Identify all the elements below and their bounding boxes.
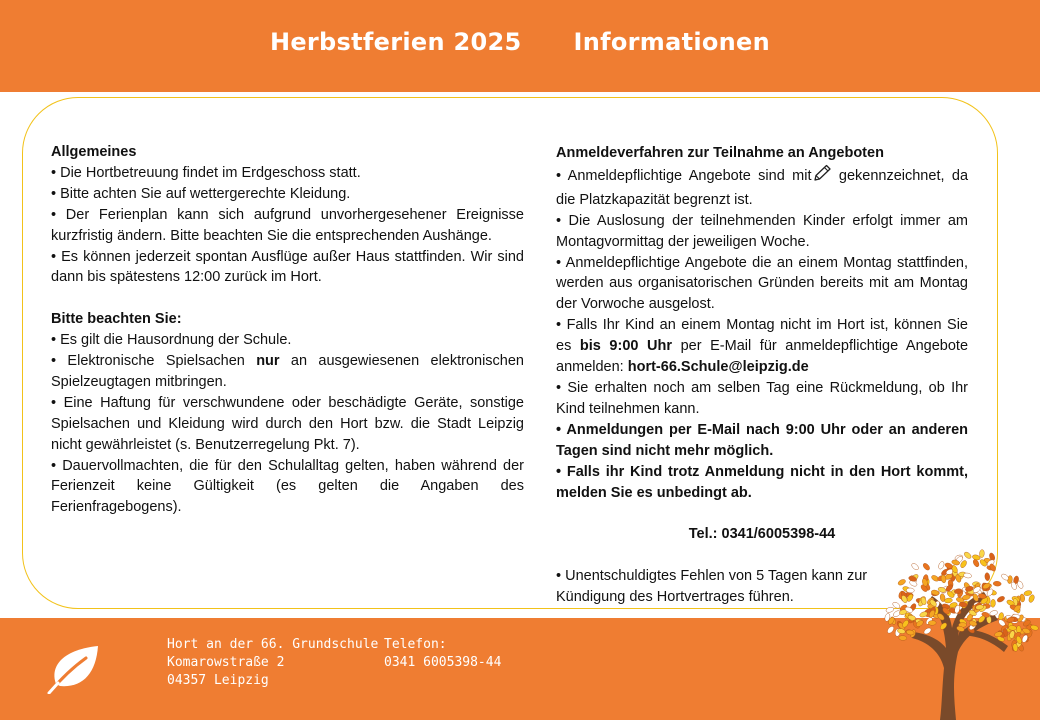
phone-label: Telefon: (384, 637, 447, 652)
tree-leaf (963, 572, 972, 578)
address-line: 04357 Leipzig (167, 673, 269, 688)
title-herbstferien: Herbstferien 2025 (269, 28, 522, 56)
paragraph (556, 315, 968, 378)
title-informationen: Informationen (573, 28, 771, 56)
text-run: • Elektronische Spielsachen (51, 353, 257, 370)
tree-leaf (944, 598, 953, 604)
tree-leaf (897, 578, 906, 586)
right-column (556, 143, 968, 608)
paragraph: • Bitte achten Sie auf wettergerechte Kleidung. (51, 185, 351, 202)
tree-leaf (989, 610, 998, 617)
footer-phone (384, 636, 501, 672)
autumn-tree-illustration (870, 548, 1040, 725)
pencil-icon (812, 164, 832, 190)
tree-leaf (928, 620, 936, 625)
heading-allgemeines: Allgemeines (51, 144, 137, 160)
telephone-number: Tel.: 0341/6005398-44 (688, 526, 836, 543)
text-run: an ausgewiesenen elektronischen Spielzeugtagen mitbringen. (51, 353, 525, 390)
leaf-icon (46, 640, 102, 699)
text-run: per E-Mail für anmeldepflichtige Angebote anmelden: (556, 338, 969, 376)
paragraph: • Es können jederzeit spontan Ausflüge außer Haus stattfinden. Wir sind dann bis spätestens 12:00 zurück im Hort. (51, 248, 524, 286)
tree-leaf (937, 561, 945, 570)
page-title (0, 28, 1040, 56)
tree-leaf (911, 562, 920, 571)
tree-leaf (923, 627, 932, 636)
paragraph (556, 164, 968, 211)
paragraph: • Dauervollmachten, die für den Schulalltag gelten, haben während der Ferienzeit keine Gültigkeit (es gelten die Angaben des Ferienfragebogens). (51, 457, 524, 516)
footer-address (167, 636, 378, 690)
heading-anmeldeverfahren: Anmeldeverfahren zur Teilnahme an Angeboten (556, 145, 884, 161)
text-run: • Falls Ihr Kind an einem Montag nicht im Hort ist, können Sie es (556, 317, 968, 355)
phone-number: 0341 6005398-44 (384, 655, 502, 670)
paragraph: • Die Hortbetreuung findet im Erdgeschoss statt. (51, 164, 361, 181)
paragraph: • Sie erhalten noch am selben Tag eine Rückmeldung, ob Ihr Kind teilnehmen kann. (556, 379, 968, 417)
heading-bitte-beachten: Bitte beachten Sie: (51, 311, 182, 328)
tree-leaf (963, 551, 972, 560)
tree-leaf (993, 581, 1001, 586)
paragraph: • Unentschuldigtes Fehlen von 5 Tagen kann zur Kündigung des Hortvertrages führen. (556, 568, 868, 605)
header-bar (0, 0, 1040, 92)
tree-leaf (962, 594, 971, 600)
paragraph-bold: • Anmeldungen per E-Mail nach 9:00 Uhr oder an anderen Tagen sind nicht mehr möglich. (556, 421, 968, 459)
email-address[interactable]: hort-66.Schule@leipzig.de (627, 359, 809, 376)
paragraph: • Eine Haftung für verschwundene oder beschädigte Geräte, sonstige Spielsachen und Kleidung wird durch den Hort bzw. die Stadt Leipzig nicht gewährleistet (s. Benutzerregelung Pkt. 7). (51, 394, 524, 453)
tree-leaf (885, 606, 894, 613)
text-run: gekennzeichnet, da die Platzkapazität begrenzt ist. (556, 167, 969, 208)
address-line: Hort an der 66. Grundschule (167, 637, 379, 652)
tree-leaf (940, 593, 946, 602)
tree-leaf (979, 549, 984, 557)
paragraph: • Die Auslosung der teilnehmenden Kinder erfolgt immer am Montagvormittag der jeweiligen Woche. (556, 212, 968, 250)
emphasis-nur: nur (256, 353, 280, 370)
left-column (51, 142, 524, 518)
paragraph-bold: • Falls ihr Kind trotz Anmeldung nicht in den Hort kommt, melden Sie es unbedingt ab. (556, 463, 968, 501)
paragraph: • Es gilt die Hausordnung der Schule. (51, 332, 292, 349)
tree-leaf (996, 595, 1005, 603)
tree-leaf (899, 635, 907, 640)
tree-leaf (984, 572, 990, 580)
text-run: • Anmeldepflichtige Angebote sind mit (556, 167, 812, 184)
emphasis-deadline: bis 9:00 Uhr (579, 338, 673, 355)
tree-leaf (886, 625, 895, 634)
tree-leaf (906, 588, 914, 593)
tree-leaf (922, 562, 931, 571)
address-line: Komarowstraße 2 (167, 655, 285, 670)
paragraph: • Anmeldepflichtige Angebote die an einem Montag stattfinden, werden aus organisatorischen Gründen bereits mit am Montag der Vorwoche ausgelost. (556, 254, 968, 313)
paragraph (51, 351, 524, 393)
paragraph: • Der Ferienplan kann sich aufgrund unvorhergesehener Ereignisse kurzfristig ändern. Bitte beachten Sie die entsprechenden Aushänge. (51, 206, 524, 244)
tree-leaf (990, 599, 995, 607)
